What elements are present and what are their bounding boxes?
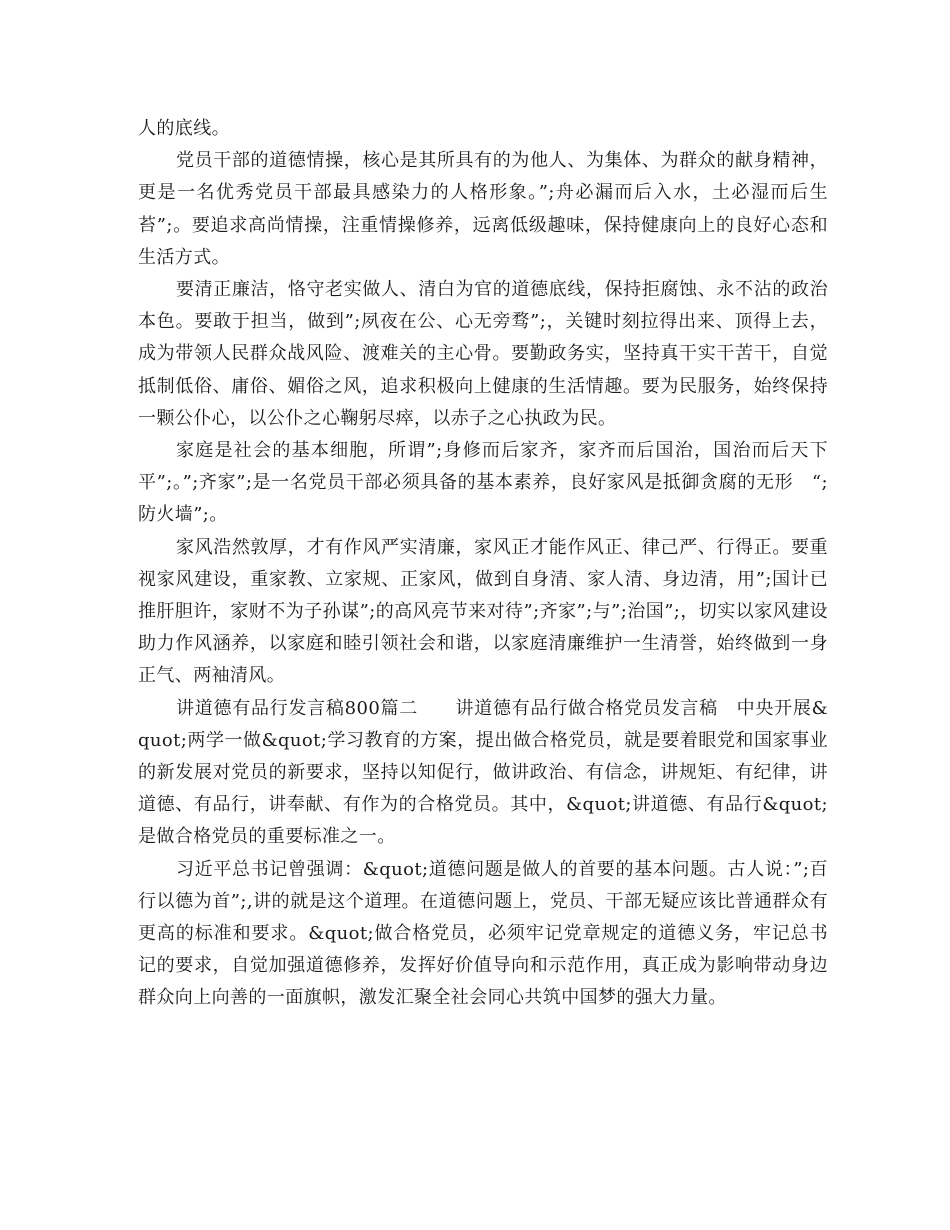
paragraph-integrity: 要清正廉洁，恪守老实做人、清白为官的道德底线，保持拒腐蚀、永不沾的政治本色。要敢于担当，做到”;夙夜在公、心无旁骛”;，关键时刻拉得出来、顶得上去，成为带领人民群众战风险、渡难关的主心骨。要勤政务实，坚持真干实干苦干，自觉抵制低俗、庸俗、媚俗之风，追求积极向上健康的生活情趣。要为民服务，始终保持一颗公仆心，以公仆之心鞠躬尽瘁，以赤子之心执政为民。 — [138, 279, 828, 429]
document-page — [138, 113, 828, 1015]
paragraph-speech-two: 讲道德有品行发言稿800篇二 讲道德有品行做合格党员发言稿 中央开展&quot;两学一做&quot;学习教育的方案，提出做合格党员，就是要着眼党和国家事业的新发展对党员的新要求，坚持以知促行，做讲政治、有信念，讲规矩、有纪律，讲道德、有品行，讲奉献、有作为的合格党员。其中，&quot;讲道德、有品行&quot;是做合格党员的重要标准之一。 — [138, 697, 828, 848]
paragraph-continuation: 人的底线。 — [138, 118, 230, 139]
paragraph-family-cell: 家庭是社会的基本细胞，所谓”;身修而后家齐，家齐而后国治，国治而后天下平”;。”;齐家”;是一名党员干部必须具备的基本素养，良好家风是抵御贪腐的无形 “;防火墙”;。 — [138, 440, 828, 526]
paragraph-family-style: 家风浩然敦厚，才有作风严实清廉，家风正才能作风正、律己严、行得正。要重视家风建设，重家教、立家规、正家风，做到自身清、家人清、身边清，用”;国计已推肝胆许，家财不为子孙谋”;的高风亮节来对待”;齐家”;与”;治国”;，切实以家风建设助力作风涵养，以家庭和睦引领社会和谐，以家庭清廉维护一生清誉，始终做到一身正气、两袖清风。 — [138, 536, 828, 687]
paragraph-xi-quote: 习近平总书记曾强调：&quot;道德问题是做人的首要的基本问题。古人说：”;百行以德为首”;,讲的就是这个道理。在道德问题上，党员、干部无疑应该比普通群众有更高的标准和要求。&quot;做合格党员，必须牢记党章规定的道德义务，牢记总书记的要求，自觉加强道德修养，发挥好价值导向和示范作用，真正成为影响带动身边群众向上向善的一面旗帜，激发汇聚全社会同心共筑中国梦的强大力量。 — [138, 858, 828, 1009]
paragraph-moral-sentiment: 党员干部的道德情操，核心是其所具有的为他人、为集体、为群众的献身精神，更是一名优秀党员干部最具感染力的人格形象。”;舟必漏而后入水，土必湿而后生苔”;。要追求高尚情操，注重情操修养，远离低级趣味，保持健康向上的良好心态和生活方式。 — [138, 150, 828, 268]
